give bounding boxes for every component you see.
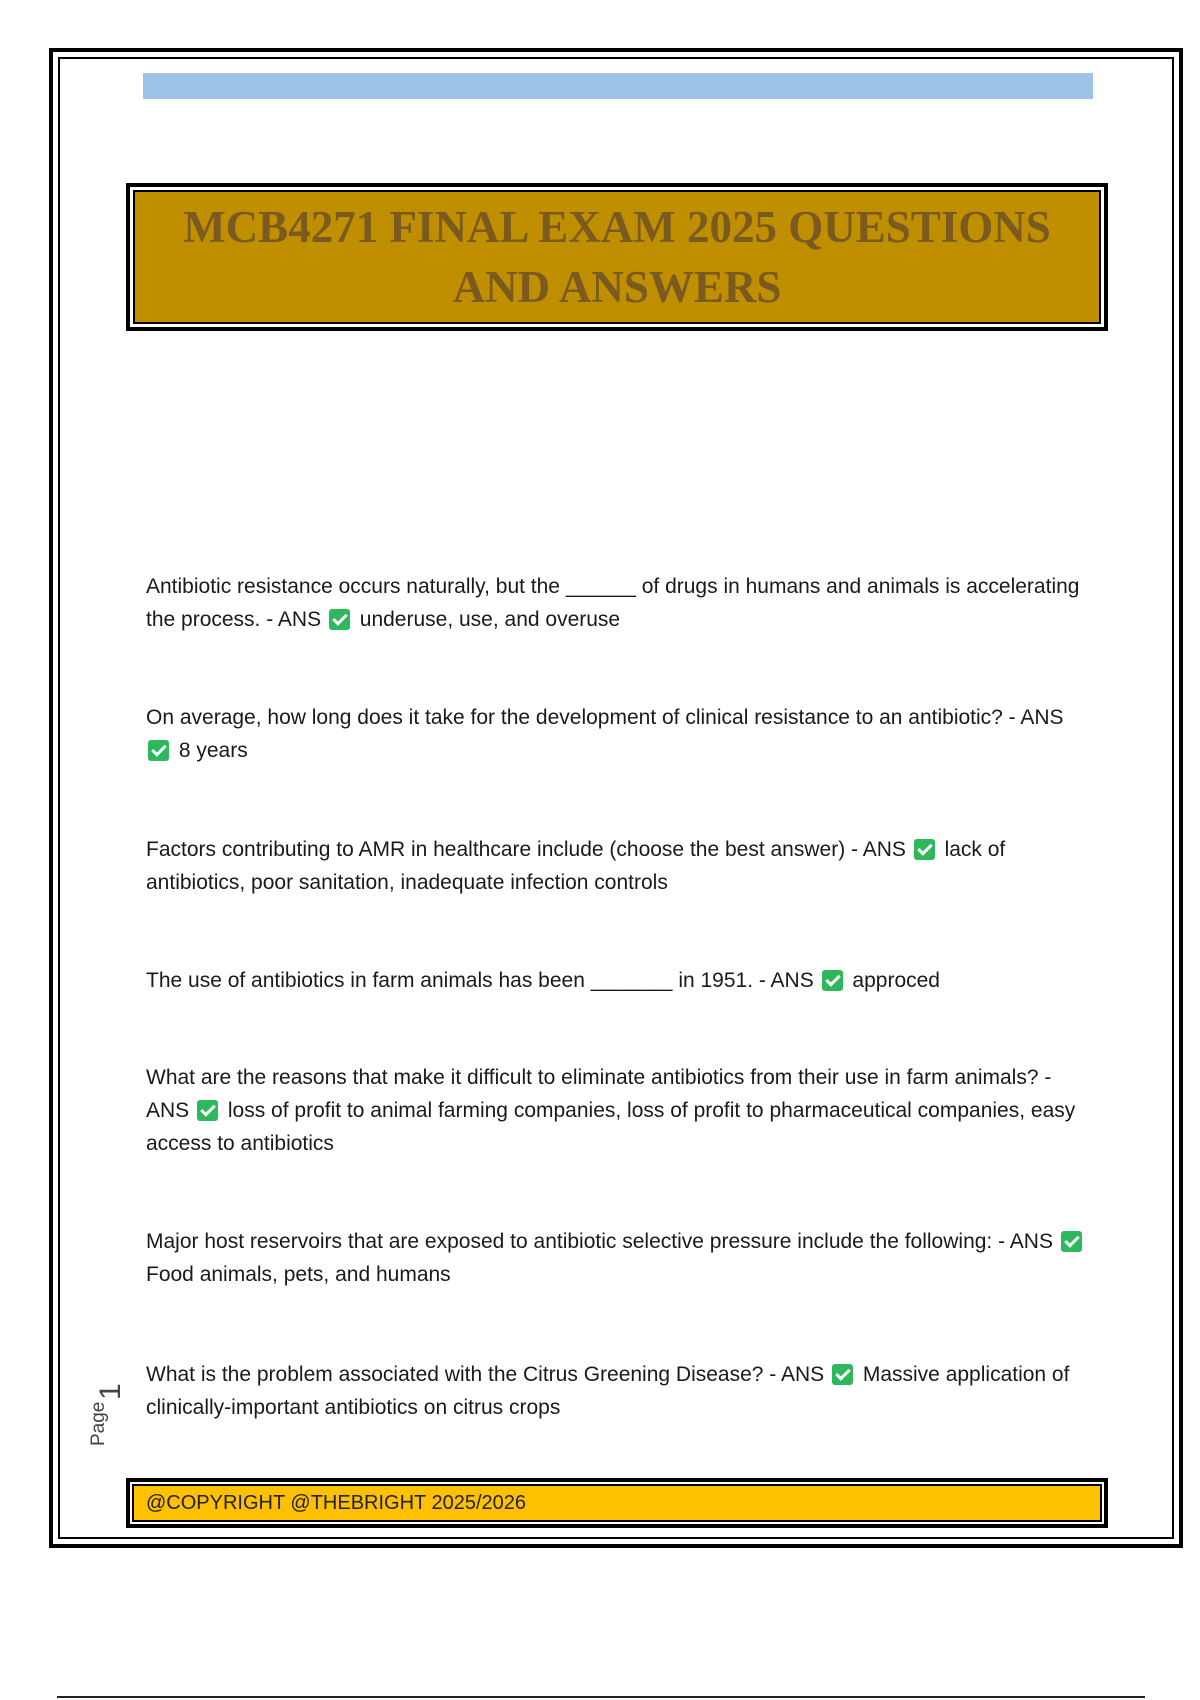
- footer-fill: [132, 1484, 1102, 1522]
- qa-item-1: [146, 570, 1091, 636]
- question-text: On average, how long does it take for the development of clinical resistance to an antibiotic? - ANS: [146, 706, 1064, 729]
- page-number: 1: [94, 1383, 127, 1400]
- qa-item-7: [146, 1358, 1091, 1424]
- question-text: Major host reservoirs that are exposed to antibiotic selective pressure include the following: - ANS: [146, 1230, 1053, 1253]
- title-line-1: MCB4271 FINAL EXAM 2025 QUESTIONS: [183, 202, 1051, 252]
- answer-text: Food animals, pets, and humans: [146, 1263, 451, 1286]
- qa-item-2: [146, 701, 1091, 767]
- qa-item-6: [146, 1225, 1091, 1291]
- footer-box: [126, 1478, 1108, 1528]
- question-text: What is the problem associated with the Citrus Greening Disease? - ANS: [146, 1363, 825, 1386]
- page-label: Page: [88, 1401, 109, 1446]
- question-text: What are the reasons that make it difficult to eliminate antibiotics from their use in farm animals? - ANS: [146, 1066, 1052, 1122]
- qa-item-3: [146, 833, 1091, 899]
- check-icon: [148, 740, 169, 761]
- answer-text: lack of antibiotics, poor sanitation, inadequate infection controls: [146, 838, 1006, 894]
- bottom-rule: [57, 1696, 1145, 1698]
- question-text: The use of antibiotics in farm animals has been _______ in 1951. - ANS: [146, 969, 814, 992]
- title-line-2: AND ANSWERS: [452, 262, 782, 312]
- copyright-text: @COPYRIGHT @THEBRIGHT 2025/2026: [146, 1491, 526, 1514]
- qa-item-4: [146, 964, 1091, 997]
- check-icon: [329, 609, 350, 630]
- check-icon: [822, 970, 843, 991]
- question-text: Factors contributing to AMR in healthcare include (choose the best answer) - ANS: [146, 838, 906, 861]
- answer-text: Massive application of clinically-important antibiotics on citrus crops: [146, 1363, 1070, 1419]
- answer-text: loss of profit to animal farming companies, loss of profit to pharmaceutical companies, easy access to antibiotics: [146, 1099, 1076, 1155]
- title-box: [126, 183, 1108, 331]
- document-title: [173, 197, 1061, 317]
- page-number-marker: [60, 1370, 127, 1450]
- answer-text: 8 years: [178, 739, 248, 762]
- header-bar: [143, 73, 1093, 99]
- answer-text: underuse, use, and overuse: [359, 608, 621, 631]
- title-fill: [133, 190, 1101, 324]
- question-text: Antibiotic resistance occurs naturally, but the ______ of drugs in humans and animals is accelerating the process. - ANS: [146, 575, 1080, 631]
- answer-text: approced: [852, 969, 940, 992]
- check-icon: [832, 1364, 853, 1385]
- check-icon: [914, 839, 935, 860]
- qa-item-5: [146, 1061, 1091, 1160]
- check-icon: [1061, 1231, 1082, 1252]
- check-icon: [197, 1100, 218, 1121]
